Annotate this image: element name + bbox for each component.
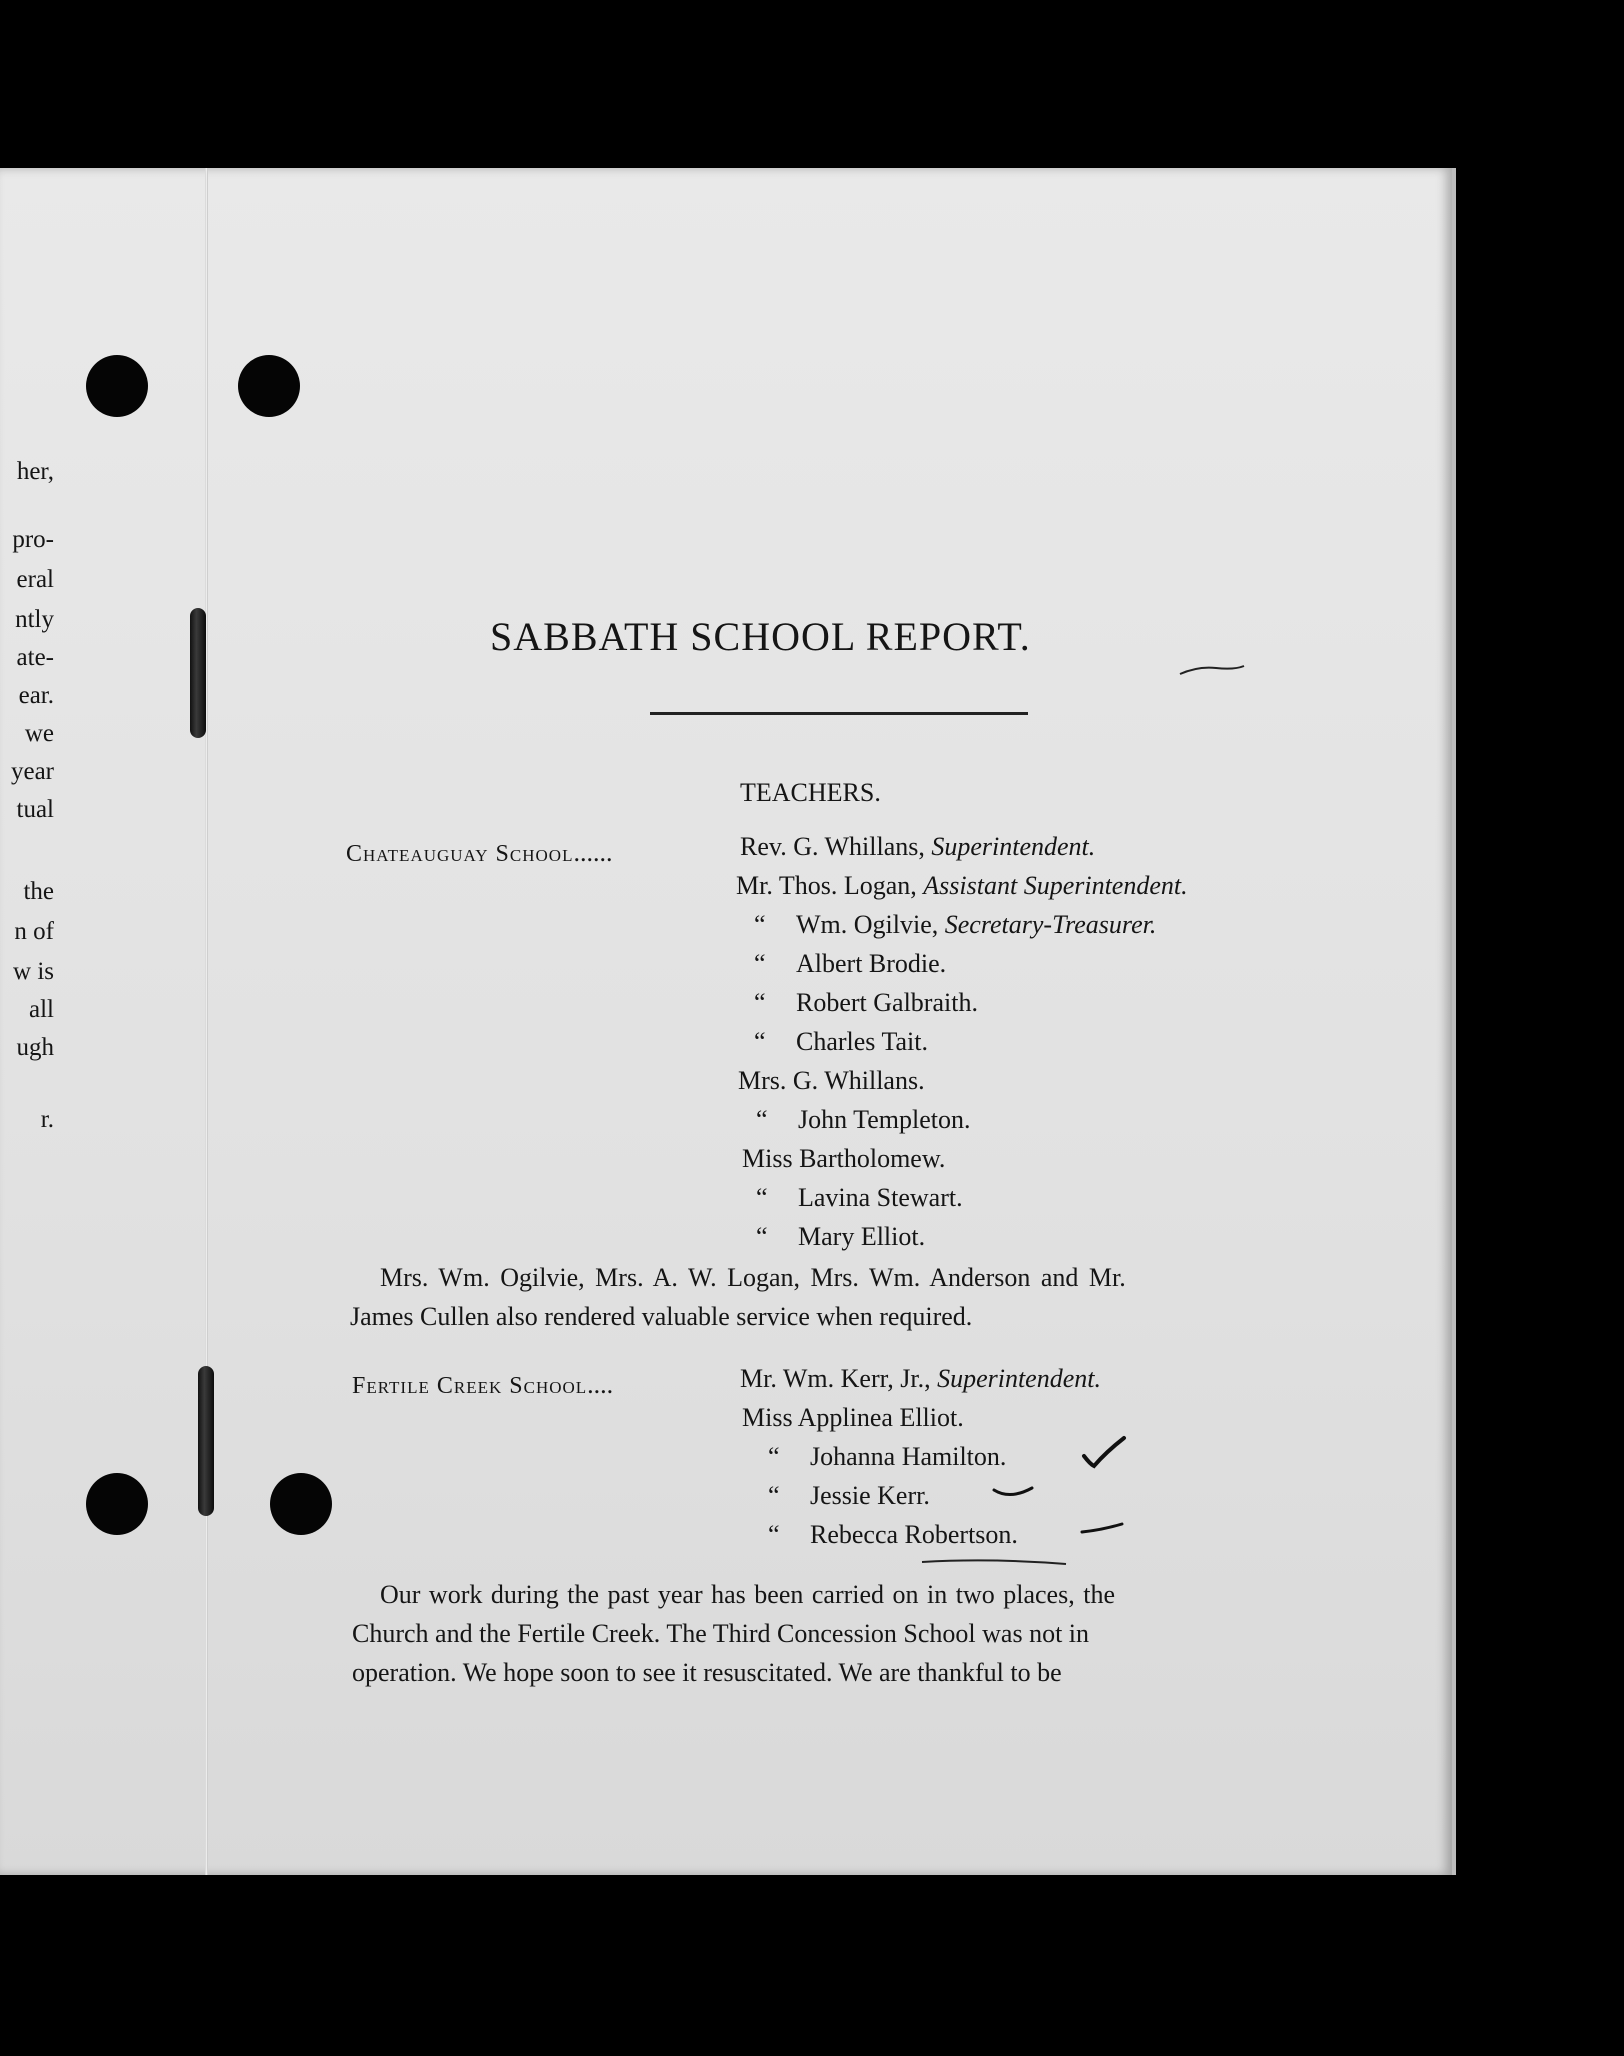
binder-hole <box>86 355 148 417</box>
teacher-row: “ Mary Elliot. <box>756 1222 926 1251</box>
title-rule <box>650 712 1028 715</box>
pencil-tick-mark <box>1178 660 1248 680</box>
teacher-row: Mrs. G. Whillans. <box>738 1066 925 1095</box>
teacher-row: “ Robert Galbraith. <box>754 988 978 1017</box>
paragraph-line: Church and the Fertile Creek. The Third Concession School was not in <box>352 1619 1090 1648</box>
teacher-row: Miss Bartholomew. <box>742 1144 946 1173</box>
left-fragment-line: ear. <box>18 682 54 709</box>
left-fragment-line: tual <box>16 796 54 823</box>
teacher-row: “ Albert Brodie. <box>754 949 947 978</box>
left-fragment-line: n of <box>14 918 54 945</box>
teacher-row: “ Charles Tait. <box>754 1027 929 1056</box>
left-fragment-line: ate- <box>16 644 54 671</box>
binder-hole <box>238 355 300 417</box>
left-fragment-line: year <box>10 758 54 785</box>
left-fragment-line: we <box>24 720 54 747</box>
teacher-row: Mr. Thos. Logan, Assistant Superintendent. <box>736 871 1188 900</box>
left-fragment-line: r. <box>40 1106 54 1133</box>
left-fragment-line: the <box>23 878 54 905</box>
check-mark <box>1080 1434 1128 1474</box>
teacher-row: Rev. G. Whillans, Superintendent. <box>740 832 1096 861</box>
teachers-heading: TEACHERS. <box>740 778 881 807</box>
binder-hole <box>270 1473 332 1535</box>
school-label-fertile-creek: Fertile Creek School.... <box>352 1370 614 1399</box>
binder-clip <box>190 608 206 738</box>
teacher-row: “ John Templeton. <box>756 1105 971 1134</box>
left-fragment-line: her, <box>16 458 54 485</box>
left-fragment-line: eral <box>16 566 54 593</box>
binder-clip <box>198 1366 214 1516</box>
teacher-row: “ Johanna Hamilton. <box>768 1442 1007 1471</box>
school-label-chateauguay: Chateauguay School...... <box>346 838 613 867</box>
teacher-row: Miss Applinea Elliot. <box>742 1403 964 1432</box>
page-fold <box>205 168 208 1875</box>
pencil-tick-mark <box>992 1482 1036 1502</box>
paragraph-line: Our work during the past year has been carried on in two places, the <box>380 1580 1115 1609</box>
note-line: Mrs. Wm. Ogilvie, Mrs. A. W. Logan, Mrs. Wm. Anderson and Mr. <box>380 1263 1126 1292</box>
paragraph-line: operation. We hope soon to see it resuscitated. We are thankful to be <box>352 1658 1062 1687</box>
document-page <box>0 168 1456 1875</box>
teacher-row: Mr. Wm. Kerr, Jr., Superintendent. <box>740 1364 1101 1393</box>
teacher-row: “ Rebecca Robertson. <box>768 1520 1018 1549</box>
left-fragment-line: ntly <box>15 606 54 633</box>
pencil-tick-mark <box>1080 1520 1126 1540</box>
left-fragment-line: w is <box>13 958 54 985</box>
underline-mark <box>920 1556 1070 1568</box>
teacher-row: “ Wm. Ogilvie, Secretary-Treasurer. <box>754 910 1157 939</box>
left-page-fragment <box>0 168 56 1875</box>
teacher-row: “ Lavina Stewart. <box>756 1183 963 1212</box>
left-fragment-line: all <box>29 996 54 1023</box>
page-title: SABBATH SCHOOL REPORT. <box>490 614 1031 659</box>
left-fragment-line: pro- <box>12 526 54 553</box>
left-fragment-line: ugh <box>16 1034 54 1061</box>
note-line: James Cullen also rendered valuable service when required. <box>350 1302 973 1331</box>
binder-hole <box>86 1473 148 1535</box>
teacher-row: “ Jessie Kerr. <box>768 1481 930 1510</box>
